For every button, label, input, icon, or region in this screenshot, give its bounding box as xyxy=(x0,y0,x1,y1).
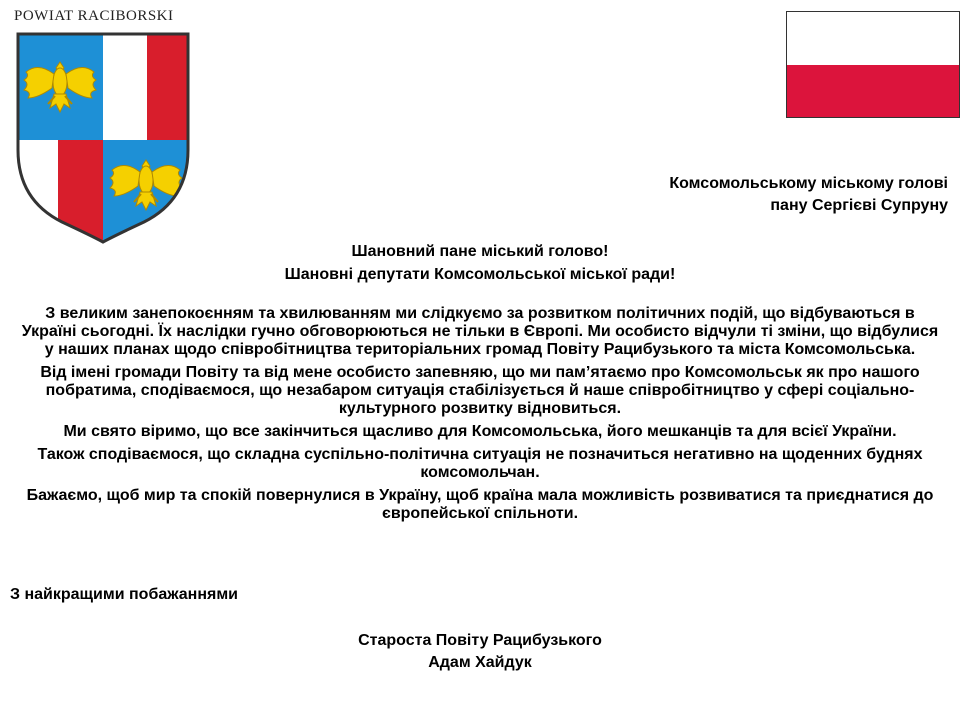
flag-red-stripe xyxy=(787,65,959,118)
signature-title: Староста Повіту Рацибузького xyxy=(358,632,602,649)
logo-text: POWIAT RACIBORSKI xyxy=(14,8,174,24)
addressee-line-1: Комсомольському міському голові xyxy=(669,175,948,192)
addressee-line-2: пану Сергієві Супруну xyxy=(770,197,948,214)
addressee-block xyxy=(669,173,948,217)
closing-line: З найкращими побажаннями xyxy=(10,586,238,603)
paragraph-5: Бажаємо, щоб мир та спокій повернулися в Україну, щоб країна мала можливість розвиватися та приєднатися до європейської спільноти. xyxy=(26,487,934,522)
paragraph-3: Ми свято віримо, що все закінчиться щасливо для Комсомольська, його мешканців та для всієї України. xyxy=(63,423,897,440)
polish-flag-icon xyxy=(786,11,960,118)
paragraph-1: З великим занепокоєнням та хвилюванням ми слідкуємо за розвитком політичних подій, що відбуваються в Україні сьогодні. Їх наслідки гучно обговорюються не тільки в Європі. Ми особисто відчули ті зміни, що відбулися у наших планах щодо співробітництва територіальних громад Повіту Рацибузького та міста Комсомольська. xyxy=(21,305,939,358)
signature-block xyxy=(0,630,960,674)
coat-of-arms-icon xyxy=(14,30,192,246)
greeting-block xyxy=(0,240,960,286)
signature-name: Адам Хайдук xyxy=(428,654,532,671)
greeting-line-2: Шановні депутати Комсомольської міської ради! xyxy=(284,266,676,283)
greeting-line-1: Шановний пане міський голово! xyxy=(351,243,609,260)
letter-body xyxy=(18,305,942,528)
powiat-logo xyxy=(12,8,196,25)
paragraph-2: Від імені громади Повіту та від мене особисто запевняю, що ми пам’ятаємо про Комсомольськ як про нашого побратима, сподіваємося, що незабаром ситуація стабілізується й наше співробітництво у сфері соціально-культурного розвитку відновиться. xyxy=(40,364,920,417)
flag-white-stripe xyxy=(787,12,959,65)
paragraph-4: Також сподіваємося, що складна суспільно-політична ситуація не позначиться негативно на щоденних буднях комсомольчан. xyxy=(37,446,923,481)
